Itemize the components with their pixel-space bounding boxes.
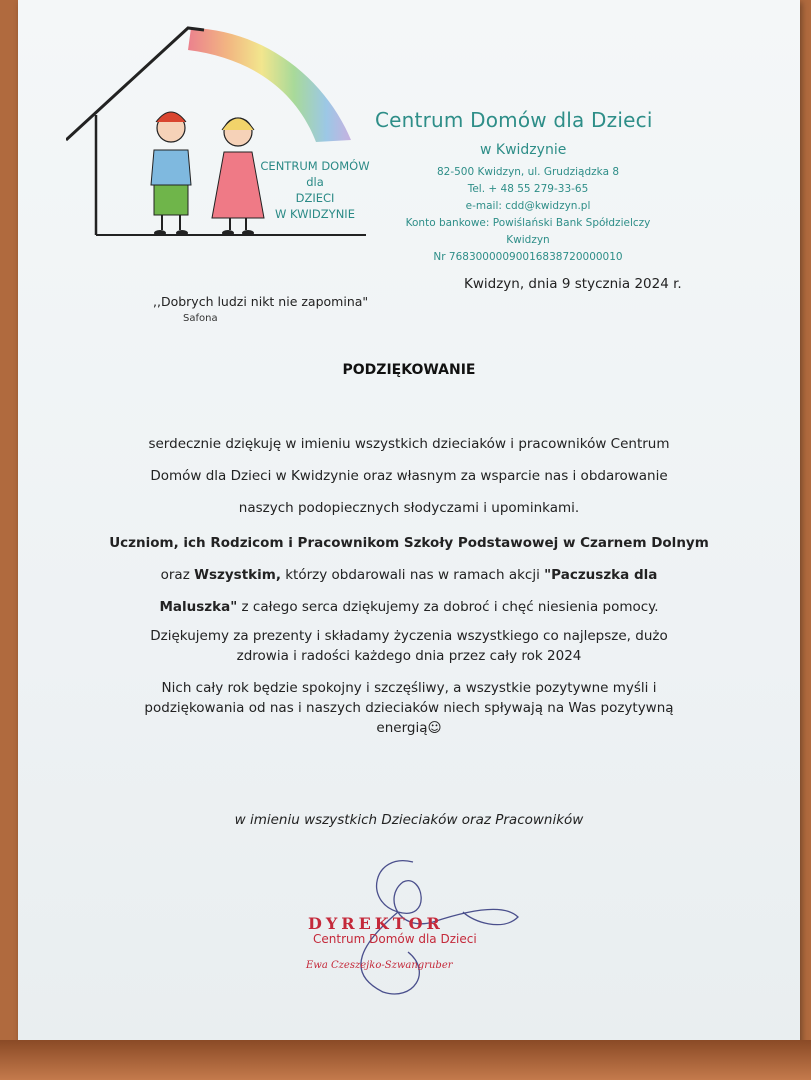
- text-line: [98, 591, 720, 623]
- text-line: Domów dla Dzieci w Kwidzynie oraz własnym za wsparcie nas i obdarowanie: [150, 468, 668, 484]
- paragraph-2: [98, 527, 720, 623]
- stamp-subtitle: Centrum Domów dla Dzieci: [313, 932, 477, 946]
- phone: Tel. + 48 55 279-33-65: [467, 183, 589, 195]
- email: e-mail: cdd@kwidzyn.pl: [465, 200, 591, 212]
- wooden-table-edge: [0, 1040, 811, 1080]
- text-line: [98, 559, 720, 591]
- letter-date: Kwidzyn, dnia 9 stycznia 2024 r.: [464, 276, 682, 292]
- paragraph-1: [98, 428, 720, 524]
- logo-line: CENTRUM DOMÓW: [260, 159, 370, 173]
- bold-text: "Paczuszka dla: [544, 567, 658, 583]
- text-line: podziękowania od nas i naszych dzieciaków niech spływają na Was pozytywną: [144, 700, 674, 716]
- text-span: którzy obdarowali nas w ramach akcji: [280, 567, 545, 583]
- text-line: Nich cały rok będzie spokojny i szczęśliwy, a wszystkie pozytywne myśli i: [161, 680, 657, 696]
- text-span: z całego serca dziękujemy za dobroć i chęć niesienia pomocy.: [237, 599, 659, 615]
- text-line: zdrowia i radości każdego dnia przez cały rok 2024: [236, 648, 582, 664]
- bank-account-number: Nr 76830000090016838720000010: [433, 251, 623, 263]
- text-line: serdecznie dziękuję w imieniu wszystkich dzieciaków i pracowników Centrum: [148, 436, 670, 452]
- text-line: energią☺: [376, 720, 442, 736]
- bold-text: Wszystkim,: [194, 567, 281, 583]
- rainbow: [188, 28, 351, 142]
- address: 82-500 Kwidzyn, ul. Grudziądzka 8: [436, 166, 620, 178]
- logo-line: dla: [306, 175, 324, 189]
- text-line: [98, 527, 720, 559]
- logo-caption: [250, 158, 380, 222]
- contact-block: [383, 164, 673, 266]
- bank-account-label: Konto bankowe: Powiślański Bank Spółdzielczy Kwidzyn: [405, 217, 651, 246]
- boy-figure: [151, 112, 191, 236]
- paragraph-3: [98, 626, 720, 666]
- letter-title: PODZIĘKOWANIE: [342, 362, 476, 378]
- bold-text: Maluszka": [159, 599, 238, 615]
- text-span: oraz: [160, 567, 195, 583]
- epigraph-quote: ,,Dobrych ludzi nikt nie zapomina": [153, 294, 369, 309]
- organization-name: Centrum Domów dla Dzieci: [375, 108, 653, 132]
- stamp-name: Ewa Czeszejko-Szwangruber: [306, 960, 453, 971]
- stamp-title: DYREKTOR: [308, 914, 444, 933]
- text-line: Dziękujemy za prezenty i składamy życzenia wszystkiego co najlepsze, dużo: [150, 628, 668, 644]
- logo-line: DZIECI: [295, 191, 335, 205]
- closing-line: w imieniu wszystkich Dzieciaków oraz Pracowników: [234, 812, 584, 828]
- organization-city: w Kwidzynie: [480, 142, 567, 158]
- text-line: naszych podopiecznych słodyczami i upominkami.: [238, 500, 580, 516]
- epigraph-author: Safona: [183, 313, 218, 324]
- logo-line: W KWIDZYNIE: [275, 207, 355, 221]
- paragraph-4: [98, 678, 720, 738]
- bold-text: Uczniom, ich Rodzicom i Pracownikom Szkoły Podstawowej w Czarnem Dolnym: [109, 535, 709, 551]
- letter-sheet: [18, 0, 800, 1050]
